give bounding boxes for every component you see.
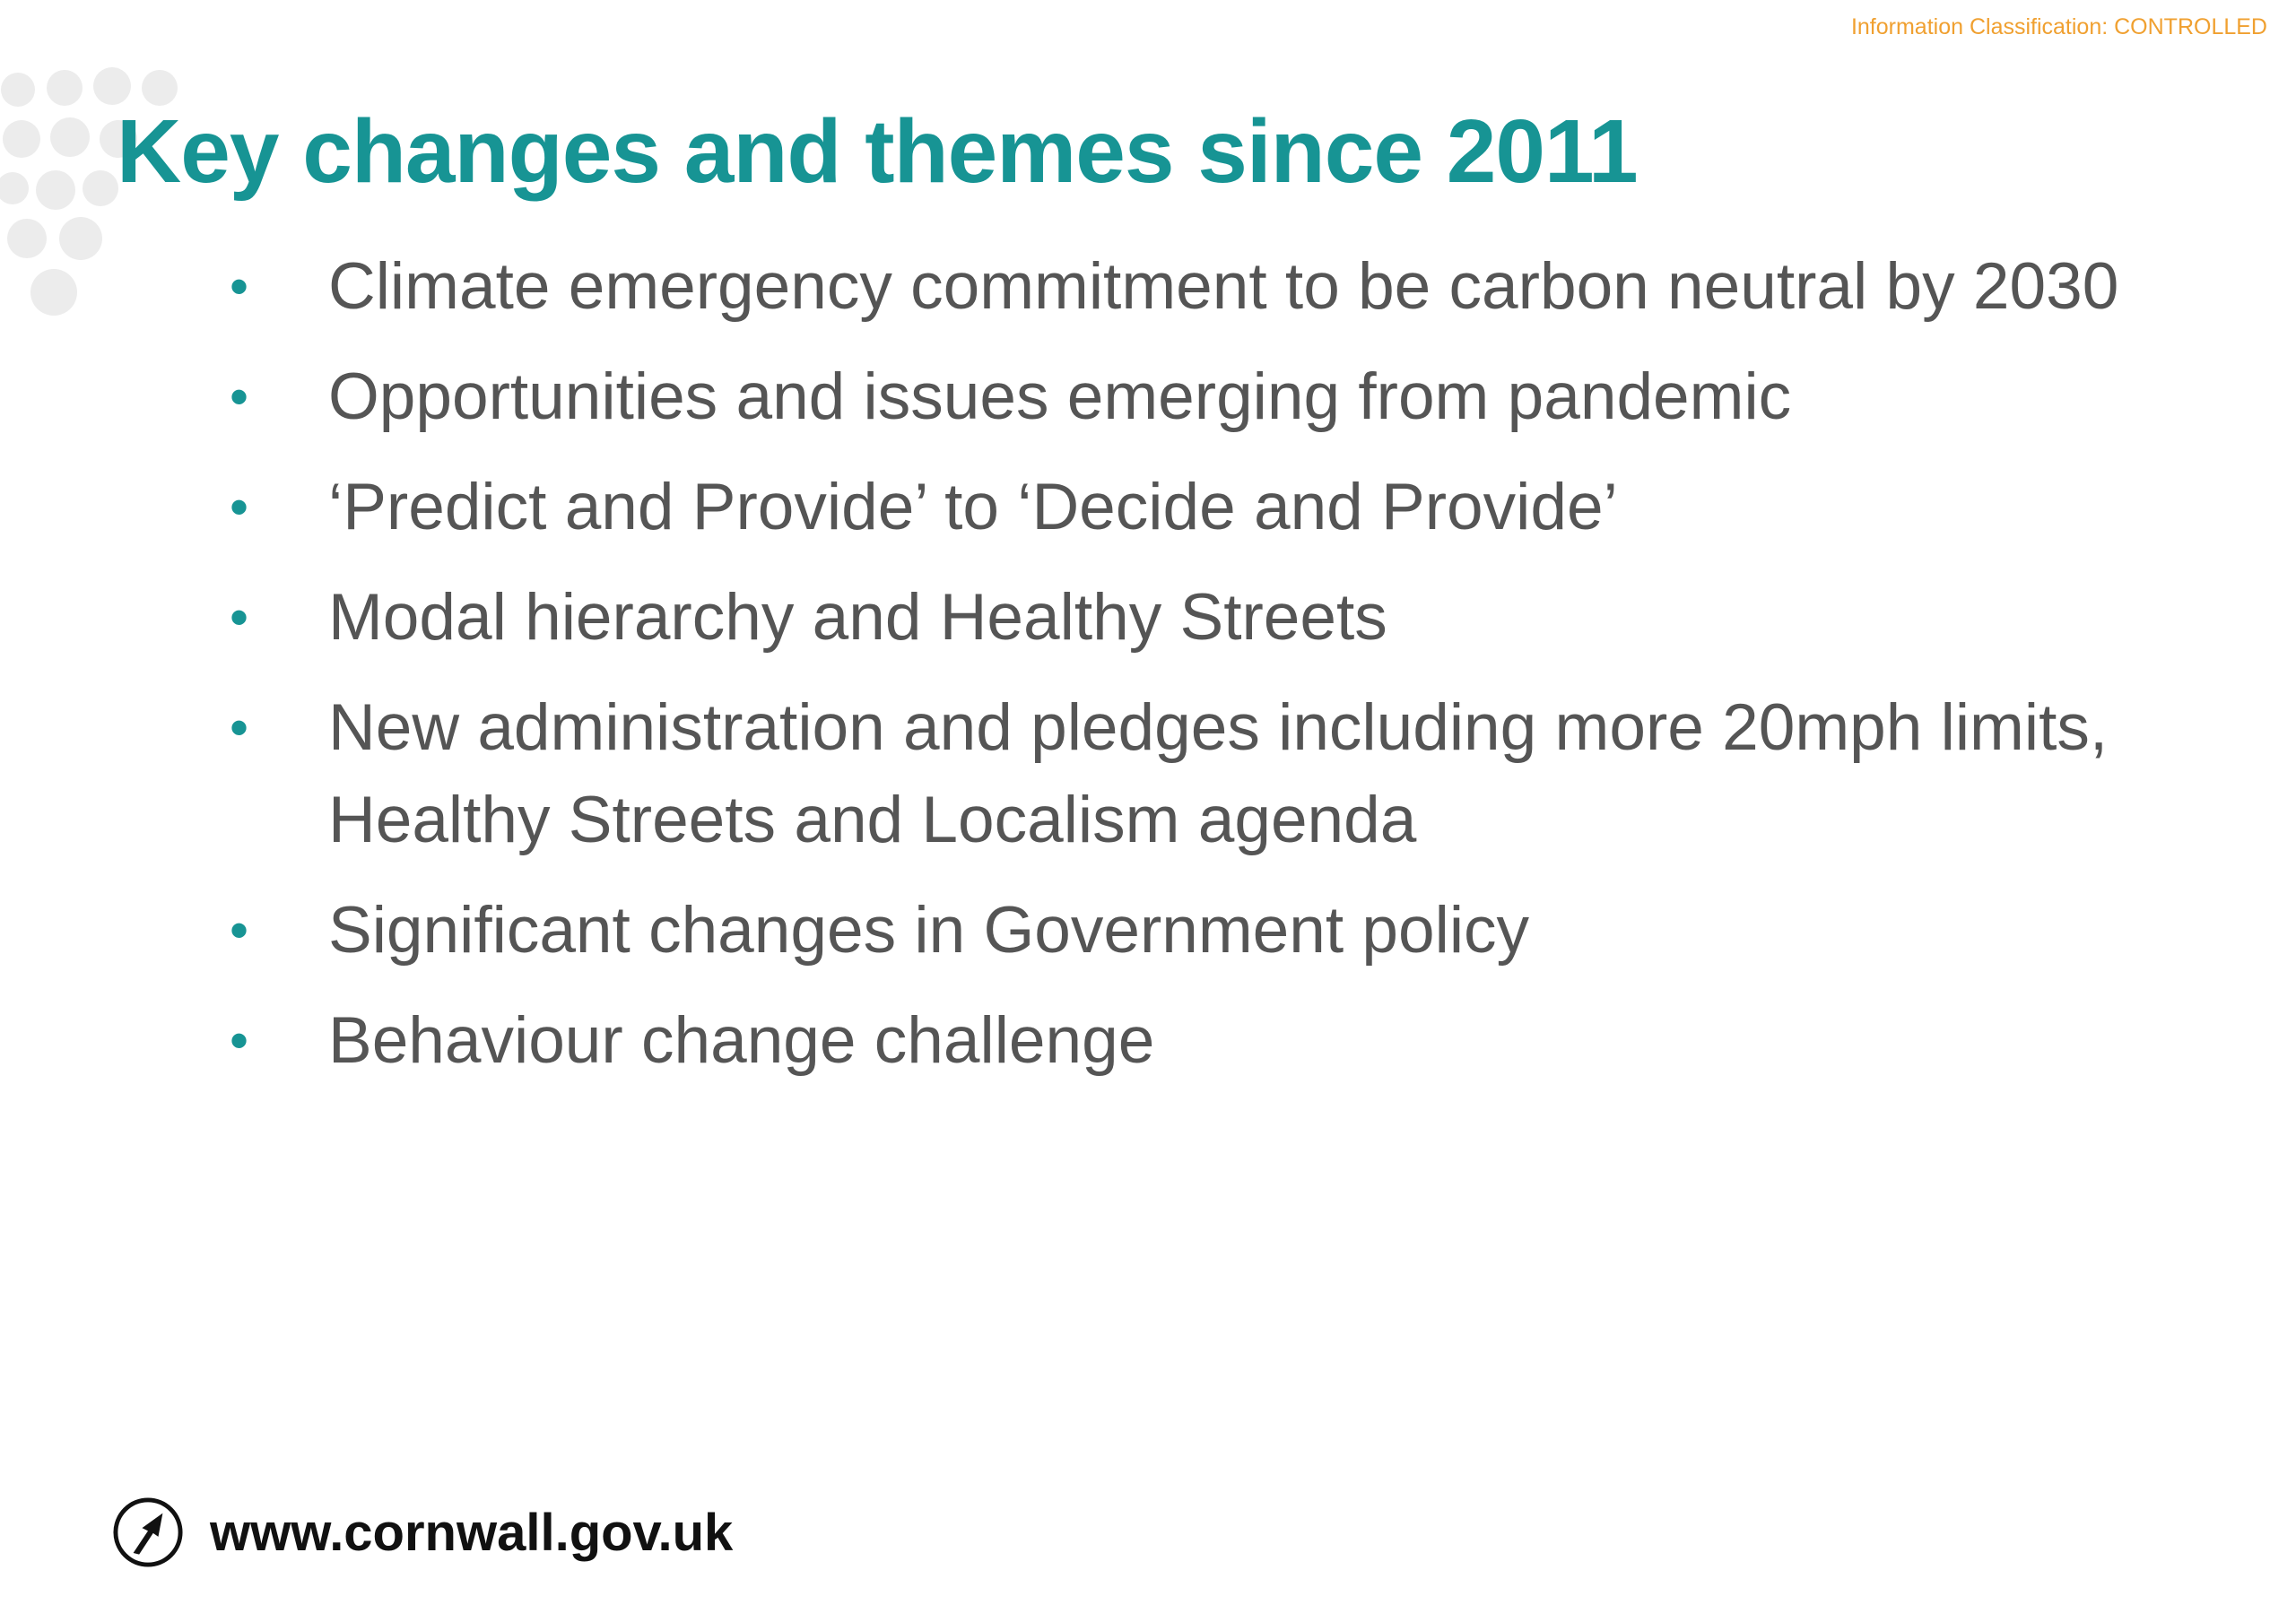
bullet-text: ‘Predict and Provide’ to ‘Decide and Provide’: [328, 471, 1618, 543]
bullet-item: [215, 681, 2188, 866]
footer: [111, 1496, 733, 1569]
bullet-item: [215, 571, 2188, 664]
bullet-marker: •: [230, 477, 249, 537]
bullet-text: Opportunities and issues emerging from pandemic: [328, 360, 1792, 433]
bullet-text: Climate emergency commitment to be carbon neutral by 2030: [328, 250, 2119, 323]
bullet-item: [215, 461, 2188, 553]
bullet-list: [215, 240, 2188, 1105]
bullet-item: [215, 240, 2188, 333]
bullet-text: Significant changes in Government policy: [328, 894, 1530, 967]
bullet-item: [215, 994, 2188, 1087]
bullet-marker: •: [230, 698, 249, 758]
classification-label: Information Classification: CONTROLLED: [1850, 14, 2267, 39]
bullet-marker: •: [230, 367, 249, 427]
bullet-text: New administration and pledges including more 20mph limits, Healthy Streets and Localism agenda: [328, 691, 2109, 856]
bullet-marker: •: [230, 1010, 249, 1071]
bullet-marker: •: [230, 900, 249, 960]
bullet-item: [215, 351, 2188, 443]
footer-url[interactable]: www.cornwall.gov.uk: [210, 1503, 734, 1562]
cornwall-council-arrow-icon: [111, 1496, 185, 1569]
bullet-marker: •: [230, 256, 249, 317]
slide-title: Key changes and themes since 2011: [117, 101, 1638, 202]
bullet-text: Behaviour change challenge: [328, 1004, 1155, 1077]
bullet-text: Modal hierarchy and Healthy Streets: [328, 581, 1387, 654]
bullet-marker: •: [230, 587, 249, 647]
bullet-item: [215, 884, 2188, 976]
